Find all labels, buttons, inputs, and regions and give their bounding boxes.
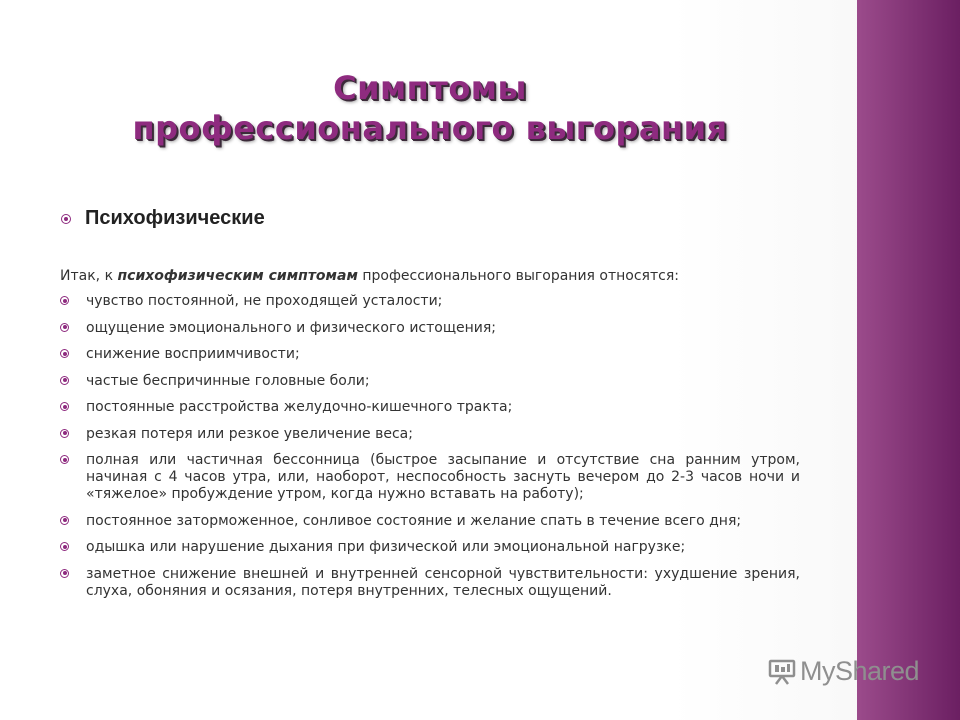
list-item-text: заметное снижение внешней и внутренней сенсорной чувствительности: ухудшение зрения, слуха, обоняния и осязания, потеря внутренних, телесных ощущений. bbox=[86, 565, 800, 599]
bullet-icon bbox=[60, 569, 69, 578]
section-heading-text: Психофизические bbox=[85, 207, 265, 229]
list-item-text: постоянные расстройства желудочно-кишечного тракта; bbox=[86, 399, 513, 415]
section-heading bbox=[61, 207, 265, 230]
list-item bbox=[60, 399, 800, 416]
slide-title bbox=[60, 68, 800, 148]
title-line-1: Симптомы bbox=[333, 69, 527, 107]
list-item bbox=[60, 539, 800, 556]
list-item-text: полная или частичная бессонница (быстрое засыпание и отсутствие сна ранним утром, начиная с 4 часов утра, или, наоборот, неспособность заснуть вечером до 2-3 часов ночи и «тяжелое» пробуждение утром, когда нужно вставать на работу); bbox=[86, 452, 800, 502]
list-item-text: частые беспричинные головные боли; bbox=[86, 372, 370, 389]
list-item bbox=[60, 452, 800, 503]
list-item-text: снижение восприимчивости; bbox=[86, 346, 300, 362]
symptom-list bbox=[60, 293, 800, 609]
myshared-logo[interactable] bbox=[768, 656, 919, 687]
list-item-text: ощущение эмоционального и физического истощения; bbox=[86, 319, 497, 336]
bullet-icon bbox=[61, 214, 71, 224]
bullet-icon bbox=[60, 542, 69, 551]
list-item-text: постоянное заторможенное, сонливое состояние и желание спать в течение всего дня; bbox=[86, 512, 742, 529]
bullet-icon bbox=[60, 323, 69, 332]
intro-text bbox=[60, 268, 800, 284]
intro-emphasis: психофизическим симптомам bbox=[117, 268, 358, 284]
logo-text: MyShared bbox=[800, 656, 920, 686]
list-item-text: одышка или нарушение дыхания при физической или эмоциональной нагрузке; bbox=[86, 539, 686, 555]
bullet-icon bbox=[60, 349, 69, 358]
bullet-icon bbox=[60, 402, 69, 411]
bullet-icon bbox=[60, 429, 69, 438]
list-item bbox=[60, 346, 800, 363]
list-item bbox=[60, 513, 800, 530]
bullet-icon bbox=[60, 376, 69, 385]
intro-after: профессионального выгорания относятся: bbox=[357, 268, 679, 284]
list-item bbox=[60, 426, 800, 443]
list-item bbox=[60, 566, 800, 600]
list-item-text: резкая потеря или резкое увеличение веса; bbox=[86, 425, 413, 442]
title-line-2: профессионального выгорания bbox=[132, 109, 728, 147]
list-item bbox=[60, 320, 800, 337]
bullet-icon bbox=[60, 455, 69, 464]
intro-before: Итак, к bbox=[60, 268, 118, 284]
list-item bbox=[60, 373, 800, 390]
list-item-text: чувство постоянной, не проходящей усталости; bbox=[86, 293, 443, 309]
list-item bbox=[60, 293, 800, 310]
bullet-icon bbox=[60, 516, 69, 525]
presentation-board-icon bbox=[768, 659, 796, 685]
bullet-icon bbox=[60, 296, 69, 305]
decorative-sidebar bbox=[857, 0, 960, 720]
